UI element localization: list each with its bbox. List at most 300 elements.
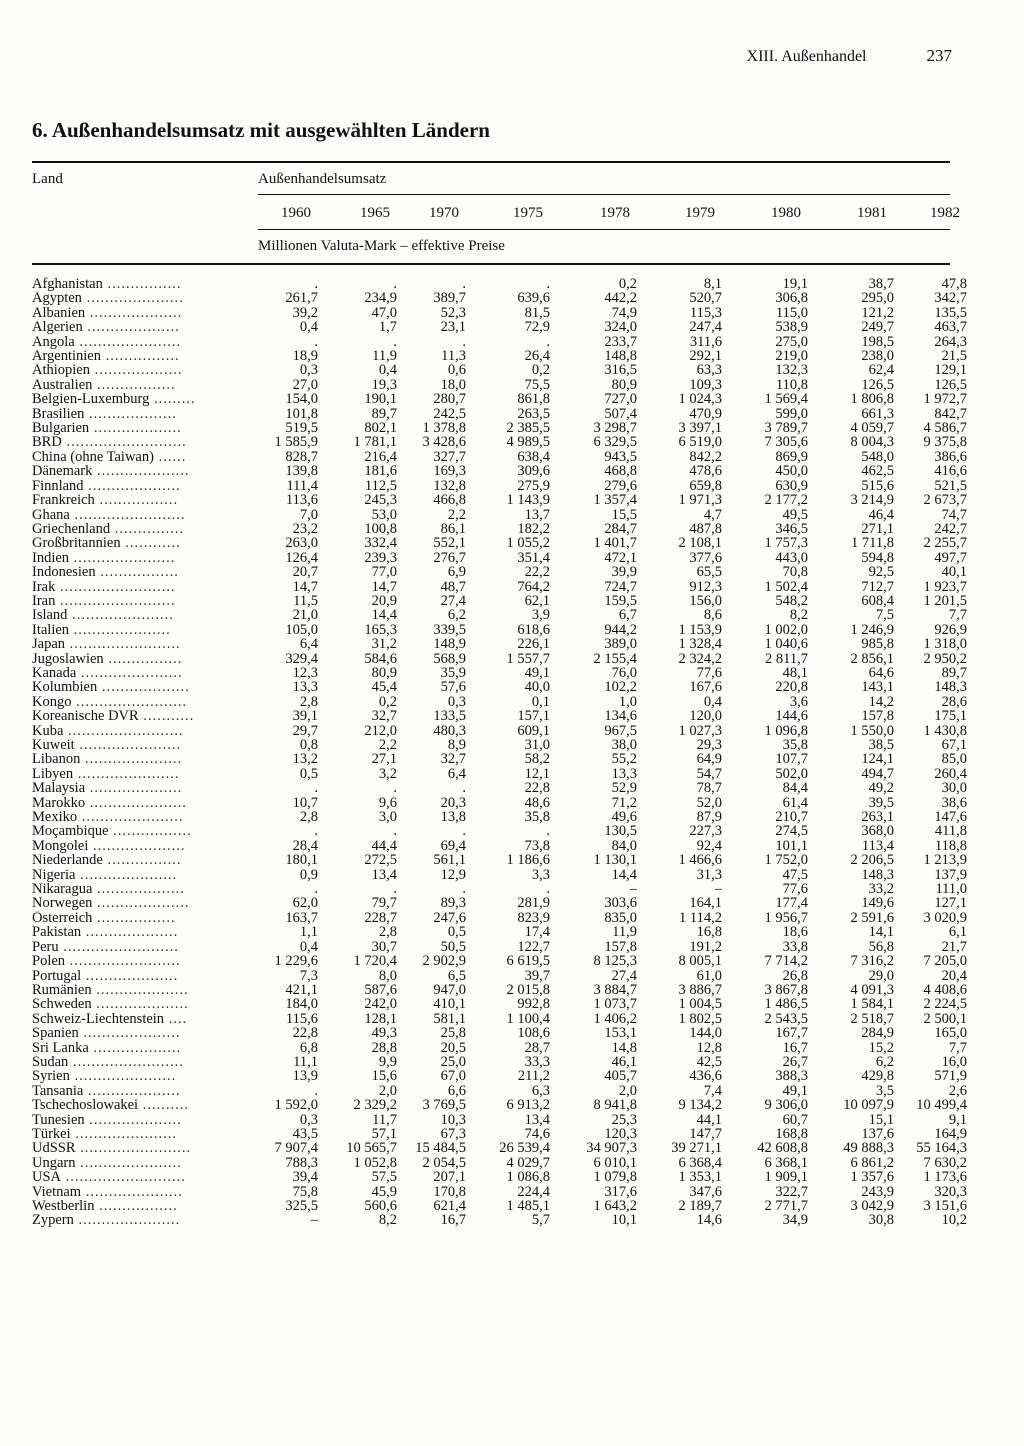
value-cell-1980: 167,7 (775, 1026, 808, 1041)
value-cell-1981: 4 091,3 (850, 982, 894, 998)
value-cell-1970: 16,7 (440, 1213, 466, 1228)
value-cell-1980: 1 909,1 (764, 1170, 808, 1185)
value-cell-1979: 292,1 (689, 349, 722, 364)
value-cell-1979: 52,0 (696, 795, 722, 811)
value-cell-1982: 129,1 (934, 363, 967, 378)
leader-dots: .................... (83, 478, 181, 494)
value-cell-1981: 10 097,9 (843, 1098, 894, 1113)
value-cell-1982: 10 499,4 (916, 1098, 967, 1113)
value-cell-1970: 86,1 (440, 521, 466, 537)
value-cell-1960: 154,0 (285, 392, 318, 407)
table-row (32, 623, 967, 637)
country-name: Kanada ...................... (32, 665, 183, 681)
table-title: 6. Außenhandelsumsatz mit ausgewählten Ländern (32, 118, 490, 142)
country-name: Iran ......................... (32, 593, 176, 609)
value-cell-1981: 49,2 (868, 781, 894, 796)
value-cell-1980: 61,4 (782, 795, 808, 811)
value-cell-1978: 15,5 (611, 507, 637, 522)
value-cell-1965: 32,7 (371, 709, 397, 724)
value-cell-1965: 49,3 (371, 1026, 397, 1041)
value-cell-1979: 167,6 (689, 680, 722, 695)
value-cell-1978: 0,2 (618, 277, 637, 292)
value-cell-1965: 79,7 (371, 896, 397, 911)
value-cell-1960: 29,7 (292, 723, 318, 738)
leader-dots: .................... (83, 1083, 181, 1099)
value-cell-1982: 7,7 (948, 1040, 967, 1055)
table-row (32, 320, 967, 334)
value-cell-1979: 42,5 (696, 1054, 722, 1070)
value-cell-1982: 147,6 (934, 810, 967, 825)
value-cell-1979: 164,1 (689, 896, 722, 911)
value-cell-1980: 1 486,5 (764, 997, 808, 1012)
value-cell-1980: 84,4 (782, 781, 808, 796)
country-name: Mexiko ...................... (32, 810, 184, 825)
value-cell-1965: 27,1 (371, 752, 397, 767)
value-cell-1982: 497,7 (934, 550, 967, 566)
value-cell-1978: 38,0 (611, 738, 637, 753)
table-row (32, 925, 967, 939)
leader-dots: ................ (102, 853, 182, 868)
value-cell-1960: 6,8 (299, 1040, 318, 1055)
value-cell-1979: 78,7 (696, 781, 722, 796)
table-row (32, 608, 967, 622)
value-cell-1970: 552,1 (433, 536, 466, 551)
value-cell-1982: 842,7 (934, 406, 967, 422)
country-name: Ägypten ..................... (32, 291, 184, 306)
value-cell-1965: 239,3 (364, 550, 397, 566)
value-cell-1979: 7,4 (703, 1083, 722, 1099)
value-cell-1979: 227,3 (689, 824, 722, 839)
value-cell-1979: 487,8 (689, 521, 722, 537)
value-cell-1979: 16,8 (696, 925, 722, 940)
value-cell-1978: 6,7 (618, 608, 637, 623)
value-cell-1965: 1,7 (378, 320, 397, 335)
value-cell-1979: 1 004,5 (678, 997, 722, 1012)
table-row (32, 580, 967, 594)
value-cell-1981: 56,8 (868, 939, 894, 955)
value-cell-1978: 76,0 (611, 665, 637, 681)
value-cell-1981: 46,4 (868, 507, 894, 522)
value-cell-1980: 19,1 (782, 277, 808, 292)
country-name: Schweiz-Liechtenstein .... (32, 1011, 188, 1027)
value-cell-1979: 3 886,7 (678, 982, 722, 998)
value-cell-1965: 45,4 (371, 680, 397, 695)
country-name: Angola ...................... (32, 334, 182, 350)
value-cell-1975: 81,5 (524, 305, 550, 321)
leader-dots: ...................... (74, 334, 182, 350)
value-cell-1965: 15,6 (371, 1069, 397, 1084)
section-title: XIII. Außenhandel (746, 48, 867, 65)
table-row (32, 853, 967, 867)
value-cell-1970: 561,1 (433, 853, 466, 868)
country-name: Nikaragua ................... (32, 882, 185, 897)
value-cell-1978: 468,8 (604, 464, 637, 479)
value-cell-1965: . (393, 781, 397, 796)
value-cell-1970: 280,7 (433, 392, 466, 407)
value-cell-1960: 0,4 (299, 939, 318, 955)
value-cell-1970: 568,9 (433, 651, 466, 666)
value-cell-1980: 2 811,7 (765, 651, 808, 666)
leader-dots: .................... (92, 464, 190, 479)
value-cell-1975: 12,1 (524, 766, 550, 782)
value-cell-1981: 38,7 (868, 277, 894, 292)
value-cell-1980: 101,1 (775, 838, 808, 854)
table-row (32, 637, 967, 651)
value-cell-1980: 49,5 (782, 507, 808, 522)
value-cell-1960: 23,2 (292, 521, 318, 537)
value-cell-1978: 3 884,7 (593, 982, 637, 998)
value-cell-1965: 584,6 (364, 651, 397, 666)
value-cell-1965: 1 781,1 (353, 435, 397, 450)
country-name: Mongolei .................... (32, 838, 186, 854)
value-cell-1981: 121,2 (861, 305, 894, 321)
value-cell-1981: 92,5 (868, 565, 894, 580)
country-name: Marokko ..................... (32, 795, 187, 811)
value-cell-1965: . (393, 277, 397, 292)
table-row (32, 680, 967, 694)
country-name: Island ...................... (32, 608, 174, 623)
country-column-header: Land (32, 171, 63, 187)
value-cell-1970: 20,5 (440, 1040, 466, 1055)
country-name: Irak ......................... (32, 579, 176, 594)
value-cell-1960: 1 585,9 (274, 435, 318, 450)
value-cell-1979: 61,0 (696, 968, 722, 983)
value-cell-1981: 271,1 (861, 521, 894, 537)
year-header-1979: 1979 (685, 205, 715, 221)
value-cell-1980: 322,7 (775, 1184, 808, 1199)
value-cell-1975: 157,1 (517, 709, 550, 724)
value-cell-1965: 165,3 (364, 622, 397, 638)
value-cell-1980: 60,7 (782, 1112, 808, 1127)
value-cell-1975: 309,6 (517, 464, 550, 479)
country-name: Indien ...................... (32, 550, 176, 566)
value-cell-1975: 3,9 (531, 608, 550, 623)
value-cell-1978: 52,9 (611, 781, 637, 796)
value-cell-1960: 105,0 (285, 622, 318, 638)
value-cell-1975: 49,1 (524, 665, 550, 681)
value-cell-1978: 835,0 (604, 910, 637, 926)
leader-dots: .................... (88, 838, 186, 854)
value-cell-1960: . (314, 781, 318, 796)
value-cell-1982: 126,5 (934, 377, 967, 393)
value-cell-1980: 2 543,5 (764, 1011, 808, 1027)
value-cell-1981: 143,1 (861, 680, 894, 695)
value-cell-1960: 113,6 (285, 493, 318, 508)
value-cell-1960: 0,5 (299, 766, 318, 782)
value-cell-1979: 470,9 (689, 406, 722, 422)
value-cell-1965: 3,2 (378, 766, 397, 782)
value-cell-1965: 45,9 (371, 1184, 397, 1199)
value-cell-1981: 14,1 (868, 925, 894, 940)
value-cell-1980: 599,0 (775, 406, 808, 422)
value-cell-1981: 1 246,9 (850, 622, 894, 638)
country-name: Algerien .................... (32, 320, 180, 335)
value-cell-1982: 137,9 (934, 867, 967, 883)
value-cell-1982: 7 205,0 (923, 954, 967, 969)
value-cell-1970: 89,3 (440, 896, 466, 911)
value-cell-1980: 110,8 (775, 377, 808, 393)
country-name: Frankreich ................. (32, 493, 179, 508)
value-cell-1978: – (629, 882, 637, 897)
value-cell-1960: 7 907,4 (274, 1141, 318, 1156)
country-name: Österreich ................. (32, 910, 176, 926)
value-cell-1980: 219,0 (775, 349, 808, 364)
value-cell-1979: 9 134,2 (678, 1098, 722, 1113)
value-cell-1975: 17,4 (524, 925, 550, 940)
value-cell-1965: 2,8 (378, 925, 397, 940)
value-cell-1965: 560,6 (364, 1199, 397, 1214)
value-cell-1970: 0,5 (447, 925, 466, 940)
country-name: Sudan ........................ (32, 1054, 184, 1070)
value-cell-1975: 73,8 (524, 838, 550, 854)
value-cell-1975: 639,6 (517, 291, 550, 306)
table-row (32, 997, 967, 1011)
value-cell-1979: 63,3 (696, 363, 722, 378)
value-cell-1975: 263,5 (517, 406, 550, 422)
value-cell-1975: 3,3 (531, 867, 550, 883)
value-cell-1979: 77,6 (696, 665, 722, 681)
leader-dots: ...................... (69, 550, 176, 566)
value-cell-1979: 144,0 (689, 1026, 722, 1041)
value-cell-1982: 85,0 (941, 752, 967, 767)
value-cell-1965: 9,6 (378, 795, 397, 811)
leader-dots: ................ (101, 349, 180, 364)
value-cell-1975: 1 100,4 (506, 1011, 550, 1027)
value-column-header: Außenhandelsumsatz (258, 171, 387, 187)
value-cell-1960: 10,7 (292, 795, 318, 811)
value-cell-1981: 6 861,2 (850, 1155, 894, 1171)
leader-dots: ...................... (73, 1213, 181, 1228)
value-cell-1970: 6,2 (447, 608, 466, 623)
rule-header-bottom (32, 263, 950, 265)
value-cell-1982: 7 630,2 (923, 1155, 967, 1171)
value-cell-1982: 30,0 (941, 781, 967, 796)
table-row (32, 1012, 967, 1026)
value-cell-1978: 442,2 (604, 291, 637, 306)
table-row (32, 536, 967, 550)
country-name: Polen ........................ (32, 954, 181, 969)
value-cell-1960: 14,7 (292, 579, 318, 594)
value-cell-1982: 571,9 (934, 1069, 967, 1084)
value-cell-1965: 47,0 (371, 305, 397, 321)
value-cell-1975: 1 143,9 (506, 493, 550, 508)
country-name: Brasilien ................... (32, 406, 177, 422)
value-cell-1960: 139,8 (285, 464, 318, 479)
country-name: Malaysia .................... (32, 781, 183, 796)
value-cell-1970: 339,5 (433, 622, 466, 638)
value-cell-1970: 50,5 (440, 939, 466, 955)
value-cell-1960: 0,3 (299, 363, 318, 378)
value-cell-1980: 26,8 (782, 968, 808, 983)
leader-dots: ...................... (67, 608, 174, 623)
value-cell-1975: 0,2 (531, 363, 550, 378)
value-cell-1970: 32,7 (440, 752, 466, 767)
value-cell-1982: 20,4 (941, 968, 967, 983)
value-cell-1980: 450,0 (775, 464, 808, 479)
leader-dots: ................ (102, 277, 182, 292)
value-cell-1982: 1 318,0 (923, 637, 967, 652)
value-cell-1970: 48,7 (440, 579, 466, 594)
value-cell-1981: 126,5 (861, 377, 894, 393)
value-cell-1978: 71,2 (611, 795, 637, 811)
value-cell-1979: 54,7 (696, 766, 722, 782)
value-cell-1981: 462,5 (861, 464, 894, 479)
value-cell-1980: 220,8 (775, 680, 808, 695)
value-cell-1981: 515,6 (861, 478, 894, 494)
country-name: Norwegen .................... (32, 896, 190, 911)
value-cell-1981: 49 888,3 (843, 1141, 894, 1156)
table-row (32, 464, 967, 478)
value-cell-1980: 388,3 (775, 1069, 808, 1084)
value-cell-1970: 67,3 (440, 1126, 466, 1142)
value-cell-1975: 6 619,5 (506, 954, 550, 969)
value-cell-1982: 21,5 (941, 349, 967, 364)
value-cell-1970: 67,0 (440, 1069, 466, 1084)
value-cell-1960: 39,1 (292, 709, 318, 724)
value-cell-1975: 72,9 (524, 320, 550, 335)
value-cell-1970: 0,6 (447, 363, 466, 378)
value-cell-1970: 35,9 (440, 665, 466, 681)
leader-dots: ..................... (81, 1184, 183, 1199)
table-row (32, 363, 967, 377)
value-cell-1982: 342,7 (934, 291, 967, 306)
value-cell-1965: 14,7 (371, 579, 397, 594)
table-row (32, 349, 967, 363)
table-row (32, 1213, 967, 1227)
value-cell-1980: 6 368,1 (764, 1155, 808, 1171)
value-cell-1982: 521,5 (934, 478, 967, 494)
value-cell-1960: 39,4 (292, 1170, 318, 1185)
value-cell-1975: 4 989,5 (506, 435, 550, 450)
value-cell-1979: 147,7 (689, 1126, 722, 1142)
value-cell-1980: 502,0 (775, 766, 808, 782)
value-cell-1980: 1 956,7 (764, 910, 808, 926)
value-cell-1970: 276,7 (433, 550, 466, 566)
value-cell-1982: 74,7 (941, 507, 967, 522)
value-cell-1970: 6,5 (447, 968, 466, 983)
year-header-1960: 1960 (281, 205, 311, 221)
value-cell-1970: 3 428,6 (422, 435, 466, 450)
value-cell-1982: 2,6 (948, 1083, 967, 1099)
table-row (32, 378, 967, 392)
value-cell-1970: 11,3 (441, 349, 466, 364)
value-cell-1979: 1 353,1 (678, 1170, 722, 1185)
value-cell-1965: 242,0 (364, 997, 397, 1012)
leader-dots: ................... (92, 882, 185, 897)
table-row (32, 969, 967, 983)
value-cell-1970: 466,8 (433, 493, 466, 508)
value-cell-1982: 242,7 (934, 521, 967, 537)
value-cell-1979: 39 271,1 (671, 1141, 722, 1156)
value-cell-1975: 823,9 (517, 910, 550, 926)
value-cell-1982: 1 972,7 (923, 392, 967, 407)
value-cell-1980: 1 757,3 (764, 536, 808, 551)
value-cell-1980: 2 177,2 (764, 493, 808, 508)
value-cell-1981: 608,4 (861, 593, 894, 609)
value-cell-1975: 1 557,7 (506, 651, 550, 666)
value-cell-1980: 1 040,6 (764, 637, 808, 652)
value-cell-1979: 520,7 (689, 291, 722, 306)
table-row (32, 796, 967, 810)
value-cell-1975: 122,7 (517, 939, 550, 955)
value-cell-1965: 80,9 (371, 665, 397, 681)
value-cell-1979: 8 005,1 (678, 954, 722, 969)
leader-dots: ................. (95, 565, 179, 580)
value-cell-1982: 3 020,9 (923, 910, 967, 926)
value-cell-1965: 1 720,4 (353, 954, 397, 969)
value-cell-1979: 3 397,1 (678, 421, 722, 436)
value-cell-1979: 64,9 (696, 752, 722, 767)
value-cell-1978: 153,1 (604, 1026, 637, 1041)
value-cell-1975: 2 385,5 (506, 421, 550, 436)
value-cell-1980: 9 306,0 (764, 1098, 808, 1113)
value-cell-1965: . (393, 824, 397, 839)
leader-dots: ...................... (73, 766, 180, 782)
value-cell-1982: 260,4 (934, 766, 967, 782)
value-cell-1970: 69,4 (440, 838, 466, 854)
table-row (32, 1170, 967, 1184)
value-cell-1970: 57,6 (440, 680, 466, 695)
country-name: BRD .......................... (32, 435, 187, 450)
value-cell-1965: 1 052,8 (353, 1155, 397, 1171)
leader-dots: ...................... (70, 1126, 178, 1142)
leader-dots: .................... (81, 925, 179, 940)
value-cell-1981: 8 004,3 (850, 435, 894, 450)
value-cell-1978: 159,5 (604, 593, 637, 609)
value-cell-1982: 4 408,6 (923, 982, 967, 998)
value-cell-1978: 46,1 (611, 1054, 637, 1070)
value-cell-1982: 1 923,7 (923, 579, 967, 594)
value-cell-1978: 233,7 (604, 334, 637, 350)
value-cell-1960: 28,4 (292, 838, 318, 854)
table-row (32, 695, 967, 709)
value-cell-1981: 2 591,6 (850, 910, 894, 926)
year-header-1981: 1981 (857, 205, 887, 221)
value-cell-1965: 181,6 (364, 464, 397, 479)
value-cell-1960: 1 592,0 (274, 1098, 318, 1113)
value-cell-1979: 436,6 (689, 1069, 722, 1084)
year-header-1975: 1975 (513, 205, 543, 221)
value-cell-1975: 0,1 (531, 694, 550, 710)
value-cell-1960: 126,4 (285, 550, 318, 566)
value-cell-1980: 177,4 (775, 896, 808, 911)
value-cell-1970: 169,3 (433, 464, 466, 479)
value-cell-1970: 132,8 (433, 478, 466, 494)
value-cell-1982: 2 255,7 (923, 536, 967, 551)
country-name: Rumänien .................... (32, 982, 189, 998)
value-cell-1978: 1 406,2 (593, 1011, 637, 1027)
value-cell-1975: 351,4 (517, 550, 550, 566)
value-cell-1982: 2 224,5 (923, 997, 967, 1012)
value-cell-1981: 14,2 (868, 694, 894, 710)
value-cell-1982: 21,7 (941, 939, 967, 955)
value-cell-1981: 38,5 (868, 738, 894, 753)
table-row (32, 652, 967, 666)
value-cell-1980: 548,2 (775, 593, 808, 609)
value-cell-1960: 163,7 (285, 910, 318, 926)
value-cell-1975: 226,1 (517, 637, 550, 652)
value-cell-1965: 30,7 (371, 939, 397, 955)
table-row (32, 824, 967, 838)
value-cell-1960: 6,4 (299, 637, 318, 652)
country-name: Griechenland ............... (32, 521, 185, 537)
value-cell-1970: 242,5 (433, 406, 466, 422)
value-cell-1965: 28,8 (371, 1040, 397, 1055)
value-cell-1981: 1 711,8 (851, 536, 894, 551)
leader-dots: ........................ (65, 954, 181, 969)
value-cell-1960: 261,7 (285, 291, 318, 306)
value-cell-1981: 7 316,2 (850, 954, 894, 969)
